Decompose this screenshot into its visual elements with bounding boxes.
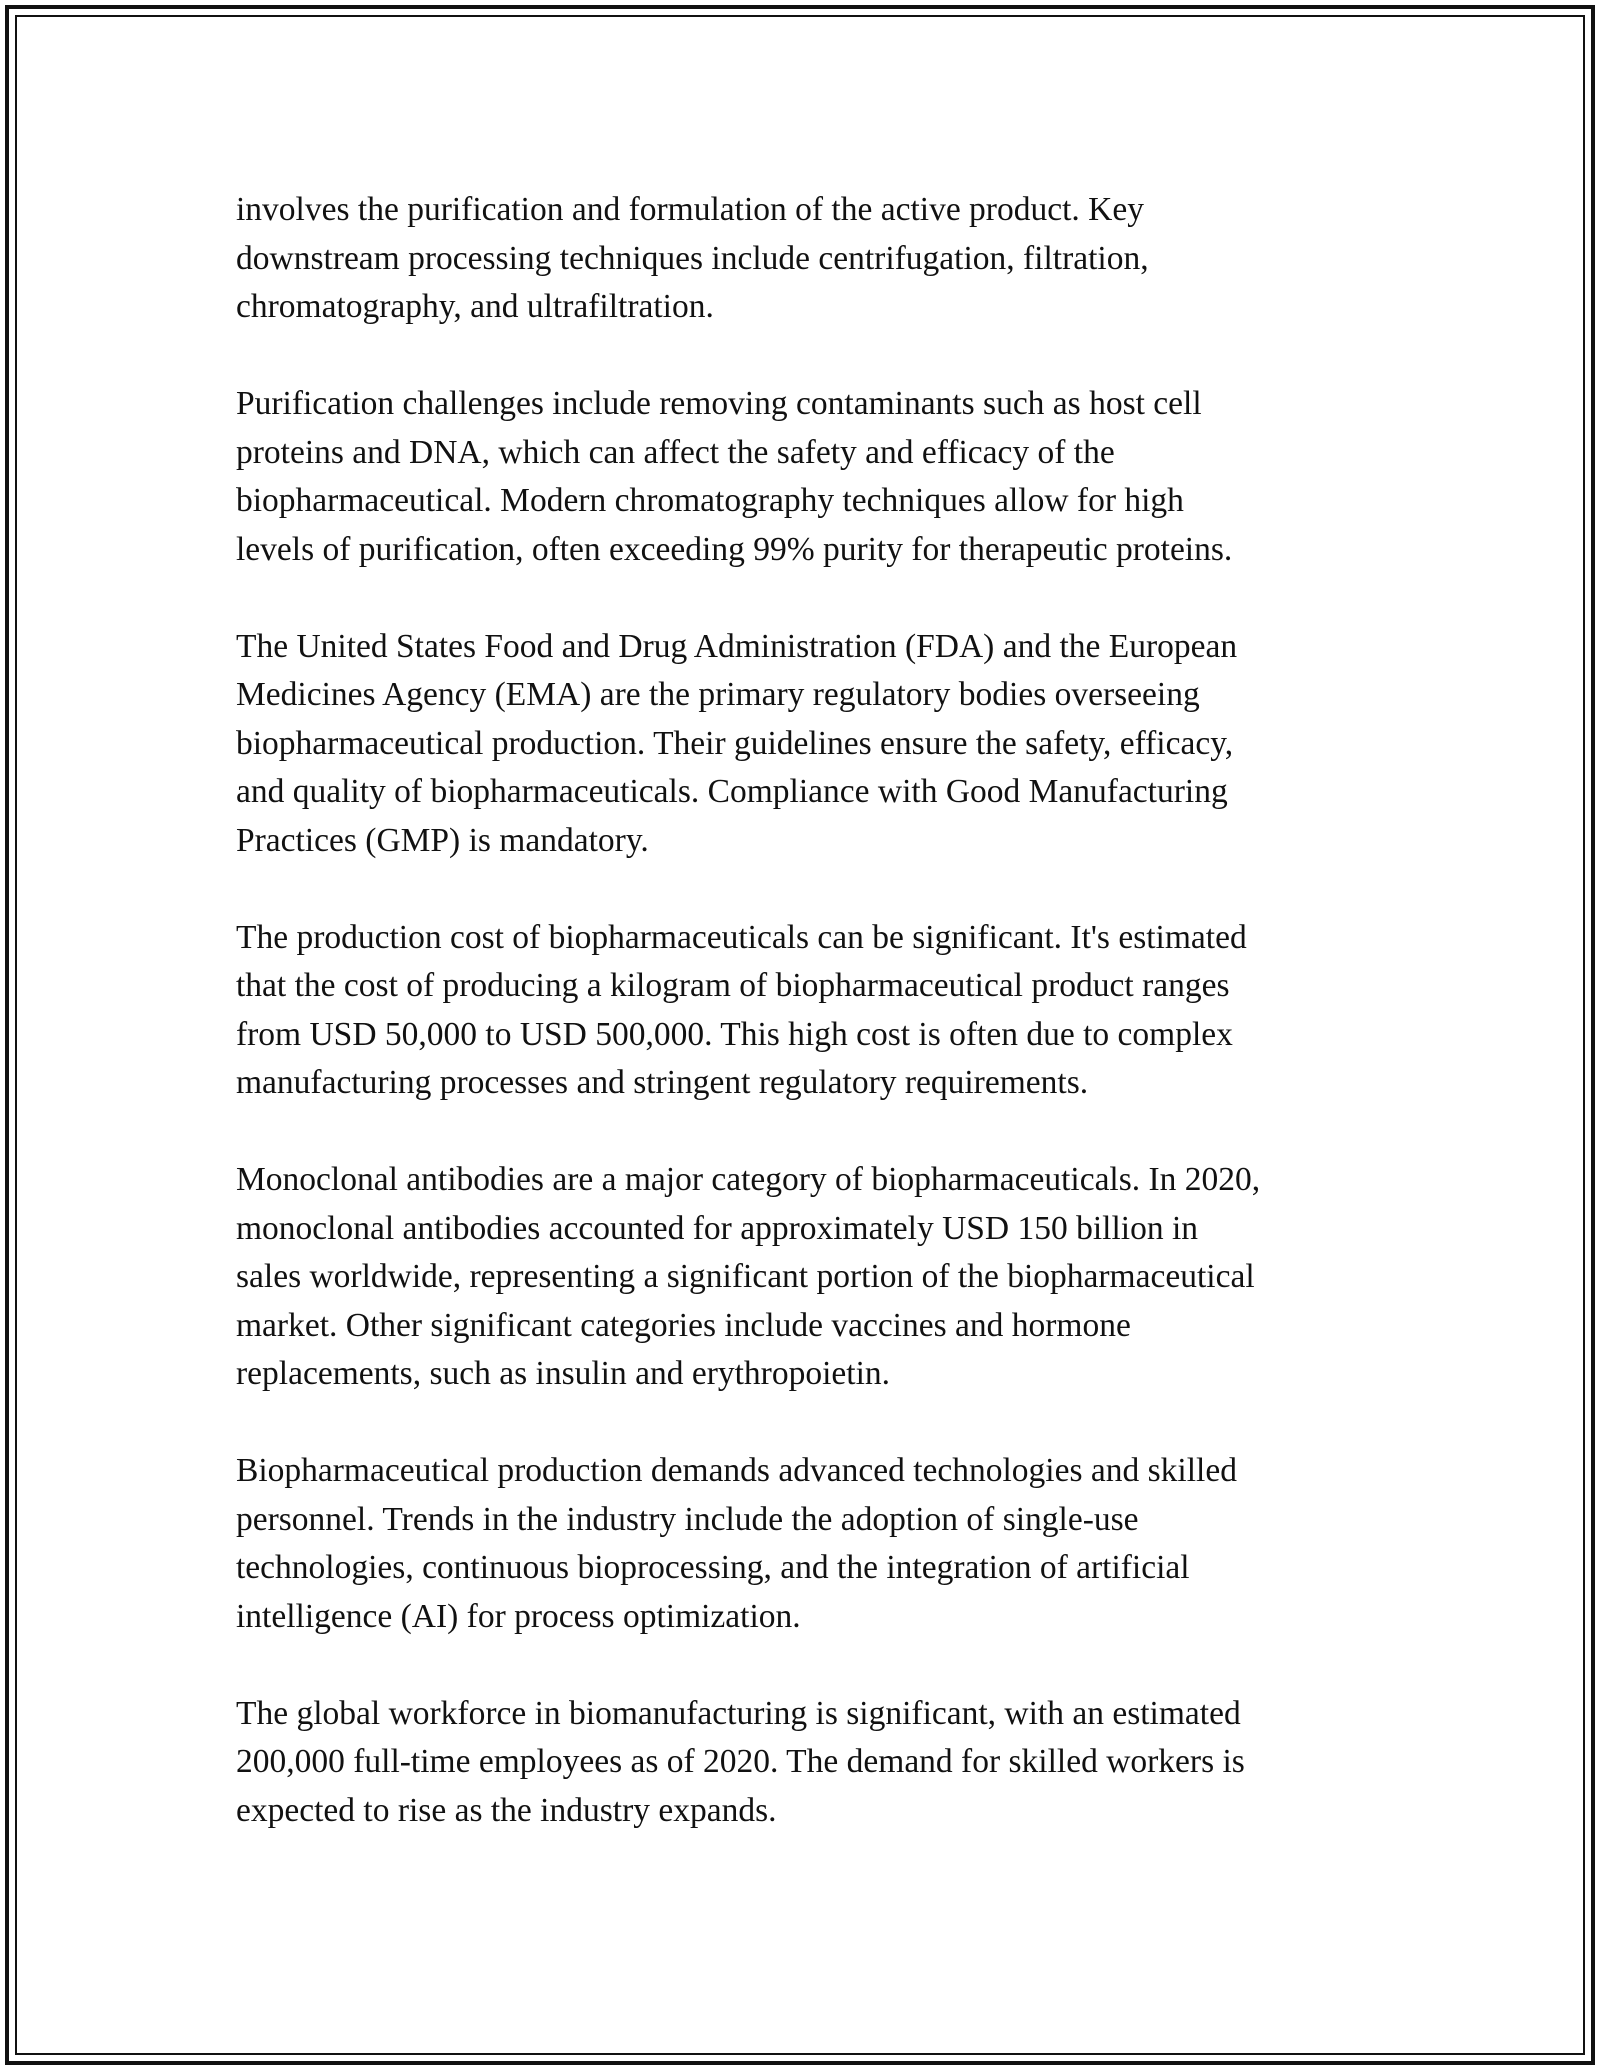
text-line: involves the purification and formulation of the active product. Key (236, 191, 1144, 228)
text-line: from USD 50,000 to USD 500,000. This high cost is often due to complex (236, 1015, 1233, 1053)
text-line: biopharmaceutical. Modern chromatography techniques allow for high (236, 482, 1184, 519)
text-line: Biopharmaceutical production demands advanced technologies and skilled (236, 1452, 1237, 1489)
text-line: The United States Food and Drug Administration (FDA) and the European (236, 627, 1238, 665)
text-line: The global workforce in biomanufacturing is significant, with an estimated (236, 1694, 1241, 1732)
text-line: The production cost of biopharmaceuticals can be significant. It's estimated (236, 918, 1247, 956)
text-line: market. Other significant categories include vaccines and hormone (236, 1306, 1131, 1344)
text-line: personnel. Trends in the industry include the adoption of single-use (236, 1500, 1139, 1538)
text-line: replacements, such as insulin and erythropoietin. (236, 1355, 891, 1392)
text-line: technologies, continuous bioprocessing, and the integration of artificial (236, 1549, 1190, 1586)
text-line: Practices (GMP) is mandatory. (236, 821, 649, 859)
text-line: proteins and DNA, which can affect the safety and efficacy of the (236, 433, 1115, 471)
text-line: Purification challenges include removing contaminants such as host cell (236, 385, 1202, 422)
text-line: chromatography, and ultrafiltration. (236, 288, 714, 325)
text-line: expected to rise as the industry expands. (236, 1791, 777, 1829)
paragraph-regulatory-bodies (236, 623, 1376, 866)
text-line: biopharmaceutical production. Their guidelines ensure the safety, efficacy, (236, 724, 1234, 762)
text-line: 200,000 full-time employees as of 2020. The demand for skilled workers is (236, 1743, 1245, 1780)
paragraph-production-cost (236, 914, 1376, 1108)
text-line: and quality of biopharmaceuticals. Compliance with Good Manufacturing (236, 773, 1228, 810)
text-line: Monoclonal antibodies are a major category of biopharmaceuticals. In 2020, (236, 1161, 1261, 1198)
document-body (236, 186, 1376, 1884)
text-line: intelligence (AI) for process optimization. (236, 1597, 801, 1635)
text-line: levels of purification, often exceeding 99% purity for therapeutic proteins. (236, 530, 1233, 568)
text-line: that the cost of producing a kilogram of biopharmaceutical product ranges (236, 967, 1230, 1004)
paragraph-technologies-trends (236, 1447, 1376, 1641)
paragraph-downstream-processing (236, 186, 1376, 332)
paragraph-monoclonal-antibodies (236, 1156, 1376, 1399)
text-line: sales worldwide, representing a significant portion of the biopharmaceutical (236, 1258, 1255, 1295)
text-line: manufacturing processes and stringent regulatory requirements. (236, 1064, 1089, 1101)
paragraph-purification-challenges (236, 380, 1376, 574)
text-line: Medicines Agency (EMA) are the primary regulatory bodies overseeing (236, 676, 1200, 713)
text-line: downstream processing techniques include centrifugation, filtration, (236, 239, 1149, 277)
text-line: monoclonal antibodies accounted for approximately USD 150 billion in (236, 1209, 1198, 1247)
paragraph-global-workforce (236, 1690, 1376, 1836)
